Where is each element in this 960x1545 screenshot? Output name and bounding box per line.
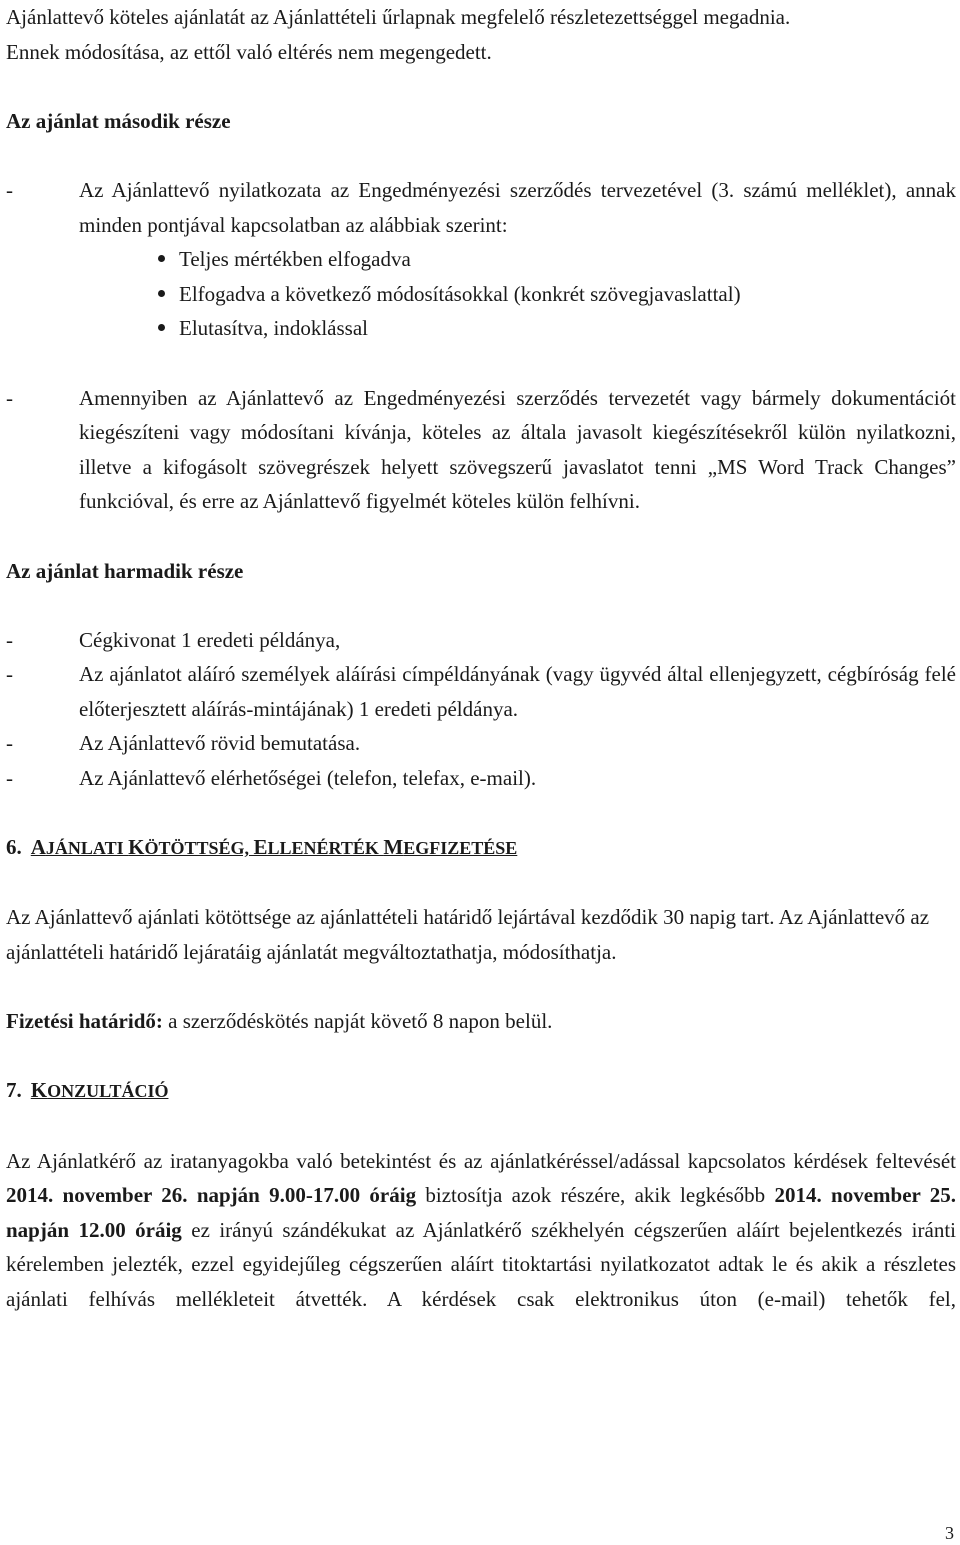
bullet-icon — [158, 290, 165, 297]
part3-item: - Az Ajánlattevő rövid bemutatása. — [6, 731, 361, 756]
part3-item: - Az ajánlatot aláíró személyek aláírási címpéldányának (vagy ügyvéd által ellenjegyzett, cégbíróság felé előterjesztett aláírás-mintájának) 1 eredeti példánya. — [6, 662, 956, 721]
page-number: 3 — [945, 1523, 954, 1543]
list-item: Elfogadva a következő módosításokkal (konkrét szövegjavaslattal) — [6, 277, 956, 312]
payment-deadline-label: Fizetési határidő: — [6, 1009, 163, 1034]
part2-item-1 — [6, 173, 956, 242]
part3-heading: Az ajánlat harmadik része — [6, 558, 244, 583]
dash-marker: - — [6, 177, 13, 202]
list-item: Elutasítva, indoklással — [6, 311, 956, 346]
dash-marker: - — [6, 385, 13, 410]
section-7-title: 7. KONZULTÁCIÓ — [6, 1078, 169, 1103]
part2-item-2-text: Amennyiben az Ajánlattevő az Engedményezési szerződés tervezetét vagy bármely dokumentációt kiegészíteni vagy módosítani kívánja, köteles az általa javasolt kiegészítésekről külön nyilatkozni, illetve a kifogásolt szövegrészek helyett szövegszerű javaslatot tenni „MS Word Track Changes” funkcióval, és erre az Ajánlattevő figyelmét köteles külön felhívni. — [79, 385, 956, 514]
list-item: Teljes mértékben elfogadva — [6, 242, 956, 277]
section-6-title: 6. AJÁNLATI KÖTÖTTSÉG, ELLENÉRTÉK MEGFIZETÉSE — [6, 835, 518, 860]
payment-deadline: Fizetési határidő: a szerződéskötés napját követő 8 napon belül. — [6, 1009, 553, 1034]
part3-item: - Az Ajánlattevő elérhetőségei (telefon, telefax, e-mail). — [6, 766, 537, 791]
bullet-icon — [158, 324, 165, 331]
part2-item-1-text: Az Ajánlattevő nyilatkozata az Engedményezési szerződés tervezetével (3. számú melléklet), annak minden pontjával kapcsolatban az alábbiak szerint: — [79, 177, 956, 237]
part3-item: - Cégkivonat 1 eredeti példánya, — [6, 627, 341, 652]
bullet-icon — [158, 255, 165, 262]
part2-heading: Az ajánlat második része — [6, 108, 231, 133]
section-6-commitment: Az Ajánlattevő ajánlati kötöttsége az ajánlattételi határidő lejártával kezdődik 30 napig tart. Az Ajánlattevő az ajánlattételi határidő lejáratáig ajánlatát megváltoztathatja, módosíthatja. — [6, 905, 930, 965]
part2-item-2 — [6, 381, 956, 519]
document-page — [6, 0, 956, 1317]
intro-line-1: Ajánlattevő köteles ajánlatát az Ajánlattételi űrlapnak megfelelő részletezettséggel megadnia. — [6, 5, 791, 29]
section-7-paragraph: Az Ajánlatkérő az iratanyagokba való betekintést és az ajánlatkéréssel/adással kapcsolatos kérdések feltevését 2014. november 26. napján 9.00-17.00 óráig biztosítja azok részére, akik legkésőbb 2014. november 25. napján 12.00 óráig ez irányú szándékukat az Ajánlatkérő székhelyén cégszerűen aláírt bejelentkezés iránti kérelemben jelezték, ezzel egyidejűleg cégszerűen aláírt titoktartási nyilatkozatot adtak le és akik a részletes ajánlati felhívás mellékleteit átvették. A kérdések csak elektronikus úton (e-mail) tehetők fel, — [6, 1148, 957, 1311]
acceptance-options-list — [6, 242, 956, 346]
intro-line-2: Ennek módosítása, az ettől való eltérés nem megengedett. — [6, 39, 492, 64]
